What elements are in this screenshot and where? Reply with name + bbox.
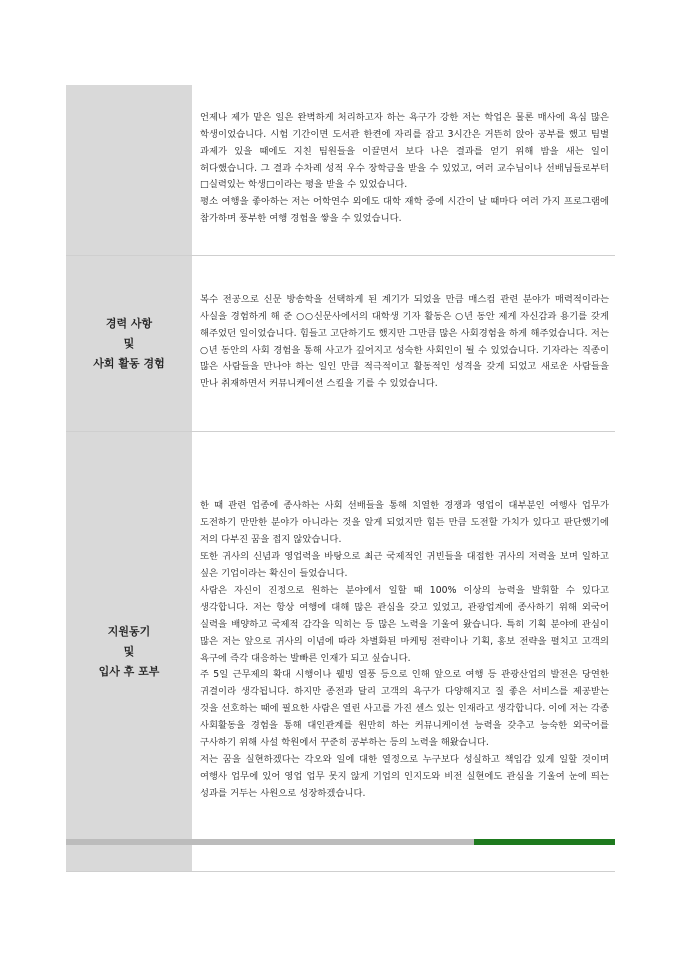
paragraph: 또한 귀사의 신념과 영업력을 바탕으로 최근 국제적인 귀빈들을 대접한 귀사의 저력을 보며 일하고 싶은 기업이라는 확신이 들었습니다. [200, 551, 609, 579]
paragraph: 저는 꿈을 실현하겠다는 각오와 일에 대한 열정으로 누구보다 성실하고 책임감 있게 일할 것이며 여행사 업무에 있어 영업 업무 못지 않게 기업의 인지도와 비전 실현에도 관심을 기울여 눈에 띄는 성과를 거두는 사원으로 성장하겠습니다. [200, 753, 609, 799]
paragraph: 주 5일 근무제의 확대 시행이나 웰빙 열풍 등으로 인해 앞으로 여행 등 관광산업의 발전은 당연한 귀결이라 생각됩니다. 하지만 종전과 달리 고객의 욕구가 다양해지고 질 좋은 서비스를 제공받는 것을 선호하는 때에 필요한 사람은 열린 사고를 가진 센스 있는 인재라고 생각합니다. 이에 저는 각종 사회활동을 경험을 통해 대인관계를 원만히 하는 커뮤니케이션 능력을 갖추고 능숙한 외국어를 구사하기 위해 사설 학원에서 꾸준히 공부하는 등의 노력을 해왔습니다. [200, 669, 609, 749]
paragraph: 복수 전공으로 신문 방송학을 선택하게 된 계기가 되었을 만큼 매스컴 관련 분야가 매력적이라는 사실을 경험하게 해 준 ○○신문사에서의 대학생 기자 활동은 ○년 동안 제게 자신감과 용기를 갖게 해주었던 일이었습니다. 힘들고 고단하기도 했지만 그만큼 많은 사회경험을 하게 해주었습니다. 저는 ○년 동안의 사회 경험을 통해 사고가 깊어지고 성숙한 사회인이 될 수 있었습니다. 기자라는 직종이 많은 사람들을 만나야 하는 일인 만큼 적극적이고 활동적인 성격을 갖게 되었고 새로운 사람들을 만나 취재하면서 커뮤니케이션 스킬을 기를 수 있었습니다. [200, 293, 609, 390]
section-content-motivation [192, 432, 615, 872]
label-line: 및 [123, 644, 135, 658]
label-line: 경력 사항 [105, 316, 153, 330]
section-label-motivation [66, 432, 192, 872]
section-label-empty [66, 85, 192, 256]
label-line: 지원동기 [107, 624, 151, 638]
table-row [66, 432, 615, 872]
paragraph: 언제나 제가 맡은 일은 완벽하게 처리하고자 하는 욕구가 강한 저는 학업은 물론 매사에 욕심 많은 학생이었습니다. 시험 기간이면 도서관 한켠에 자리를 잡고 3시간은 거뜬히 앉아 공부를 했고 팀별 과제가 있을 때에도 지친 팀원들을 이끌면서 보다 나은 결과를 얻기 위해 밤을 새는 일이 허다했습니다. 그 결과 수차례 성적 우수 장학금을 받을 수 있었고, 여러 교수님이나 선배님들로부터 □실력있는 학생□이라는 평을 받을 수 있었습니다. [200, 111, 609, 191]
label-line: 및 [123, 336, 135, 350]
table-row [66, 85, 615, 256]
section-content-career [192, 256, 615, 432]
paragraph: 한 때 관련 업종에 종사하는 사회 선배들을 통해 치열한 경쟁과 영업이 대부분인 여행사 업무가 도전하기 만만한 분야가 아니라는 것을 알게 되었지만 힘든 만큼 도전할 가치가 있다고 판단했기에 저의 다부진 꿈을 접지 않았습니다. [200, 500, 609, 546]
label-line: 입사 후 포부 [98, 664, 160, 678]
document-table [66, 85, 615, 872]
table-row [66, 256, 615, 432]
section-content-academic [192, 85, 615, 256]
paragraph: 평소 여행을 좋아하는 저는 어학연수 외에도 대학 재학 중에 시간이 날 때마다 여러 가지 프로그램에 참가하며 풍부한 여행 경험을 쌓을 수 있었습니다. [200, 196, 609, 225]
footer-bar-gray [66, 839, 474, 845]
footer-bar [66, 839, 615, 845]
label-line: 사회 활동 경험 [93, 356, 165, 370]
section-label-career [66, 256, 192, 432]
footer-bar-green [474, 839, 615, 845]
paragraph: 사람은 자신이 진정으로 원하는 분야에서 일할 때 100% 이상의 능력을 발휘할 수 있다고 생각합니다. 저는 항상 여행에 대해 많은 관심을 갖고 있었고, 관광업계에 종사하기 위해 외국어 실력을 배양하고 국제적 감각을 익히는 등 많은 노력을 기울여 왔습니다. 특히 기획 분야에 관심이 많은 저는 앞으로 귀사의 이념에 따라 차별화된 마케팅 전략이나 기획, 홍보 전략을 펼치고 고객의 욕구에 즉각 대응하는 발빠른 인재가 되고 싶습니다. [200, 584, 609, 664]
